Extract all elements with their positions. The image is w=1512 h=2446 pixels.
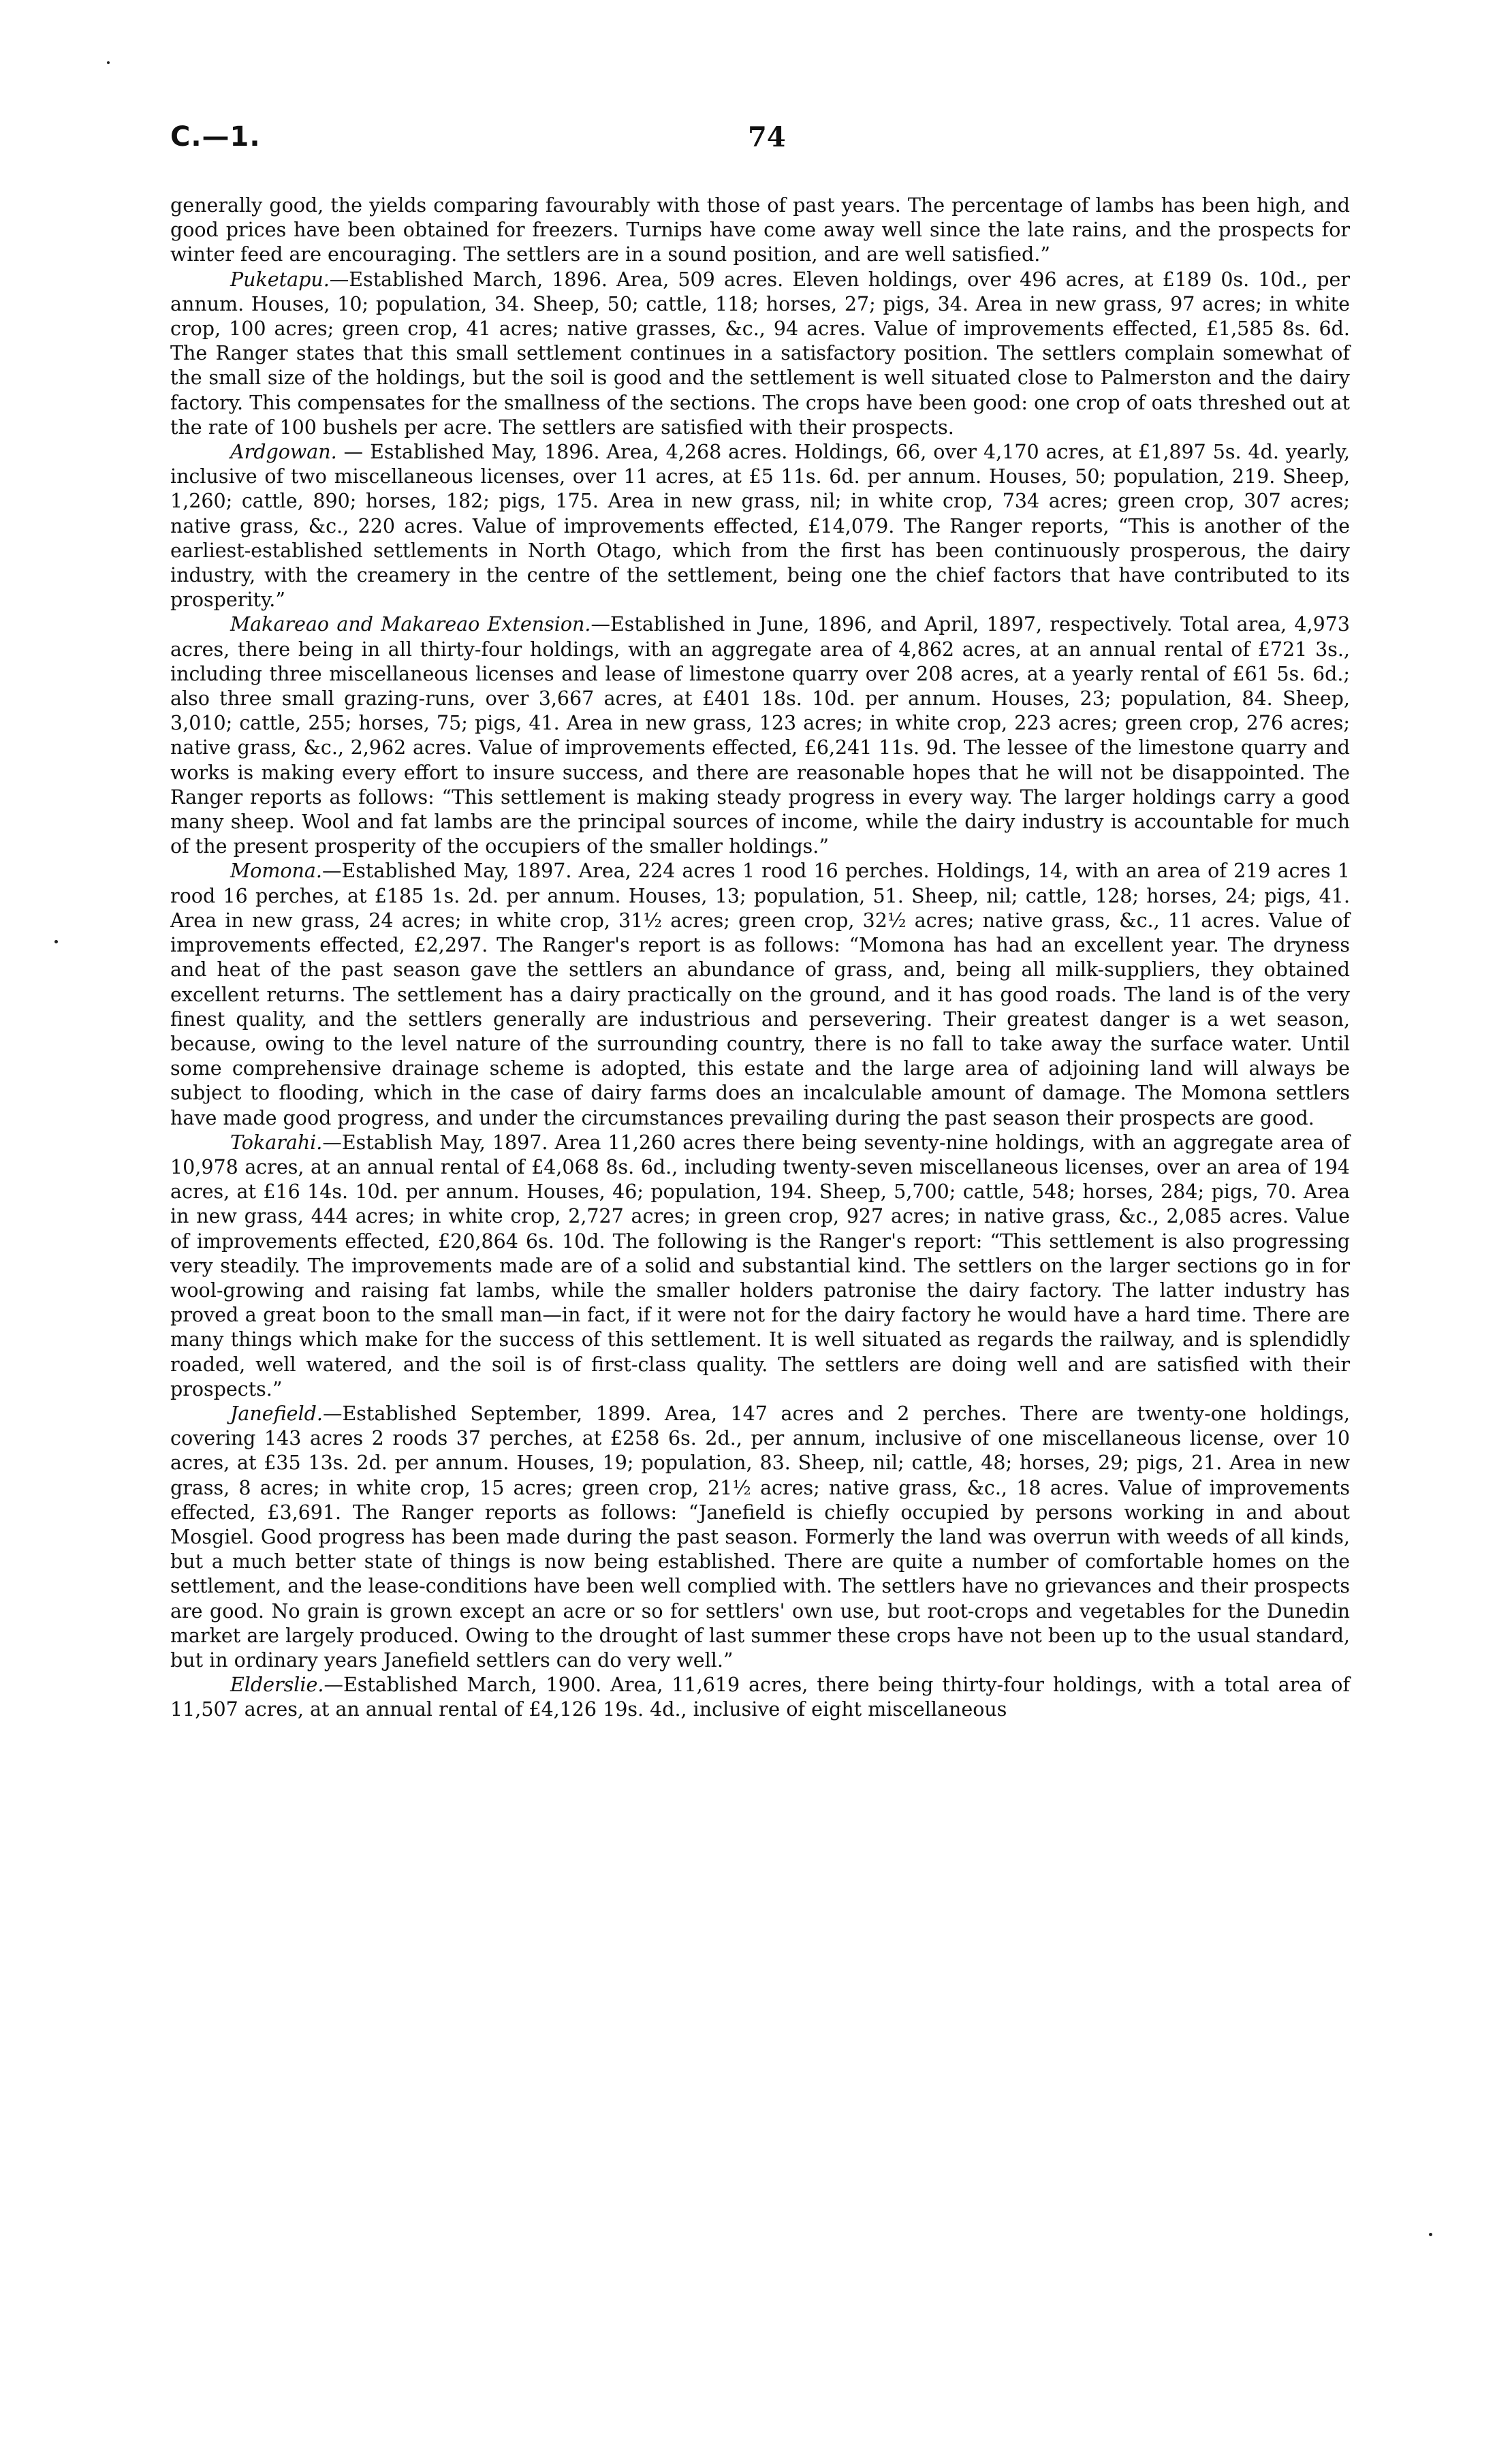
settlement-title: Puketapu.: [230, 268, 330, 291]
paragraph-janefield: [170, 1402, 1350, 1673]
body-text: [170, 193, 1350, 1723]
scan-speck: [107, 61, 110, 64]
document-reference: C.—1.: [170, 121, 261, 153]
paragraph-text: generally good, the yields comparing favourably with those of past years. The percentage of lambs has been high, and good prices have been obtained for freezers. Turnips have come away well since the late rains, and the prospects for winter feed are encouraging. The settlers are in a sound position, and are well satisfied.”: [170, 194, 1350, 266]
scan-speck: [1429, 2233, 1432, 2236]
paragraph-makareao: [170, 612, 1350, 859]
paragraph-text: —Established March, 1900. Area, 11,619 acres, there being thirty-four holdings, with a total area of 11,507 acres, at an annual rental of £4,126 19s. 4d., inclusive of eight miscellaneous: [170, 1674, 1350, 1721]
paragraph-momona: [170, 859, 1350, 1130]
settlement-title: Ardgowan.: [230, 441, 337, 464]
settlement-title: Janefield.: [230, 1402, 323, 1425]
paragraph-text: —Established May, 1897. Area, 224 acres 1 rood 16 perches. Holdings, 14, with an area of 219 acres 1 rood 16 perches, at £185 1s. 2d. per annum. Houses, 13; population, 51. Sheep, nil; cattle, 128; horses, 24; pigs, 41. Area in new grass, 24 acres; in white crop, 31½ acres; green crop, 32½ acres; native grass, &c., 11 acres. Value of improvements effected, £2,297. The Ranger's report is as follows: “Momona has had an excellent year. The dryness and heat of the past season gave the settlers an abundance of grass, and, being all milk-suppliers, they obtained excellent returns. The settlement has a dairy practically on the ground, and it has good roads. The land is of the very finest quality, and the settlers generally are industrious and persevering. Their greatest danger is a wet season, because, owing to the level nature of the surrounding country, there is no fall to take away the surface water. Until some comprehensive drainage scheme is adopted, this estate and the large area of adjoining land will always be subject to flooding, which in the case of dairy farms does an incalculable amount of damage. The Momona settlers have made good progress, and under the circumstances prevailing during the past season their prospects are good.: [170, 860, 1350, 1129]
page-number: 74: [748, 121, 786, 153]
page-header: [170, 121, 1350, 169]
settlement-title: Makareao and Makareao Extension.: [230, 613, 591, 636]
paragraph-puketapu: [170, 268, 1350, 440]
paragraph-elderslie: [170, 1673, 1350, 1722]
paragraph-text: — Established May, 1896. Area, 4,268 acres. Holdings, 66, over 4,170 acres, at £1,897 5s. 4d. yearly, inclusive of two miscellaneous licenses, over 11 acres, at £5 11s. 6d. per annum. Houses, 50; population, 219. Sheep, 1,260; cattle, 890; horses, 182; pigs, 175. Area in new grass, nil; in white crop, 734 acres; green crop, 307 acres; native grass, &c., 220 acres. Value of improvements effected, £14,079. The Ranger reports, “This is another of the earliest-established settlements in North Otago, which from the first has been continuously prosperous, the dairy industry, with the creamery in the centre of the settlement, being one the chief factors that have contributed to its prosperity.”: [170, 441, 1350, 612]
scan-speck: [54, 940, 58, 943]
paragraph-ardgowan: [170, 440, 1350, 612]
paragraph-text: —Establish May, 1897. Area 11,260 acres there being seventy-nine holdings, with an aggregate area of 10,978 acres, at an annual rental of £4,068 8s. 6d., including twenty-seven miscellaneous licenses, over an area of 194 acres, at £16 14s. 10d. per annum. Houses, 46; population, 194. Sheep, 5,700; cattle, 548; horses, 284; pigs, 70. Area in new grass, 444 acres; in white crop, 2,727 acres; in green crop, 927 acres; in native grass, &c., 2,085 acres. Value of improvements effected, £20,864 6s. 10d. The following is the Ranger's report: “This settlement is also progressing very steadily. The improvements made are of a solid and substantial kind. The settlers on the larger sections go in for wool-growing and raising fat lambs, while the smaller holders patronise the dairy factory. The latter industry has proved a great boon to the small man—in fact, if it were not for the dairy factory he would have a hard time. There are many things which make for the success of this settlement. It is well situated as regards the railway, and is splendidly roaded, well watered, and the soil is of first-class quality. The settlers are doing well and are satisfied with their prospects.”: [170, 1131, 1350, 1400]
paragraph-text: —Established March, 1896. Area, 509 acres. Eleven holdings, over 496 acres, at £189 0s. 10d., per annum. Houses, 10; population, 34. Sheep, 50; cattle, 118; horses, 27; pigs, 34. Area in new grass, 97 acres; in white crop, 100 acres; green crop, 41 acres; native grasses, &c., 94 acres. Value of improvements effected, £1,585 8s. 6d. The Ranger states that this small settlement continues in a satisfactory position. The settlers complain somewhat of the small size of the holdings, but the soil is good and the settlement is well situated close to Palmerston and the dairy factory. This compensates for the smallness of the sections. The crops have been good: one crop of oats threshed out at the rate of 100 bushels per acre. The settlers are satisfied with their prospects.: [170, 268, 1350, 439]
paragraph-text: —Established in June, 1896, and April, 1897, respectively. Total area, 4,973 acres, there being in all thirty-four holdings, with an aggregate area of 4,862 acres, at an annual rental of £721 3s., including three miscellaneous licenses and lease of limestone quarry over 208 acres, at a yearly rental of £61 5s. 6d.; also three small grazing-runs, over 3,667 acres, at £401 18s. 10d. per annum. Houses, 23; population, 84. Sheep, 3,010; cattle, 255; horses, 75; pigs, 41. Area in new grass, 123 acres; in white crop, 223 acres; green crop, 276 acres; native grass, &c., 2,962 acres. Value of improvements effected, £6,241 11s. 9d. The lessee of the limestone quarry and works is making every effort to insure success, and there are reasonable hopes that he will not be disappointed. The Ranger reports as follows: “This settlement is making steady progress in every way. The larger holdings carry a good many sheep. Wool and fat lambs are the principal sources of income, while the dairy industry is accountable for much of the present prosperity of the occupiers of the smaller holdings.”: [170, 613, 1350, 858]
paragraph-text: —Established September, 1899. Area, 147 acres and 2 perches. There are twenty-one holdings, covering 143 acres 2 roods 37 perches, at £258 6s. 2d., per annum, inclusive of one miscellaneous license, over 10 acres, at £35 13s. 2d. per annum. Houses, 19; population, 83. Sheep, nil; cattle, 48; horses, 29; pigs, 21. Area in new grass, 8 acres; in white crop, 15 acres; green crop, 21½ acres; native grass, &c., 18 acres. Value of improvements effected, £3,691. The Ranger reports as follows: “Janefield is chiefly occupied by persons working in and about Mosgiel. Good progress has been made during the past season. Formerly the land was overrun with weeds of all kinds, but a much better state of things is now being established. There are quite a number of comfortable homes on the settlement, and the lease-conditions have been well complied with. The settlers have no grievances and their prospects are good. No grain is grown except an acre or so for settlers' own use, but root-crops and vegetables for the Dunedin market are largely produced. Owing to the drought of last summer these crops have not been up to the usual standard, but in ordinary years Janefield settlers can do very well.”: [170, 1402, 1350, 1672]
paragraph-tokarahi: [170, 1131, 1350, 1402]
settlement-title: Momona.: [230, 860, 322, 883]
paragraph-continuation: [170, 193, 1350, 268]
settlement-title: Elderslie.: [230, 1674, 324, 1697]
settlement-title: Tokarahi.: [230, 1131, 323, 1154]
